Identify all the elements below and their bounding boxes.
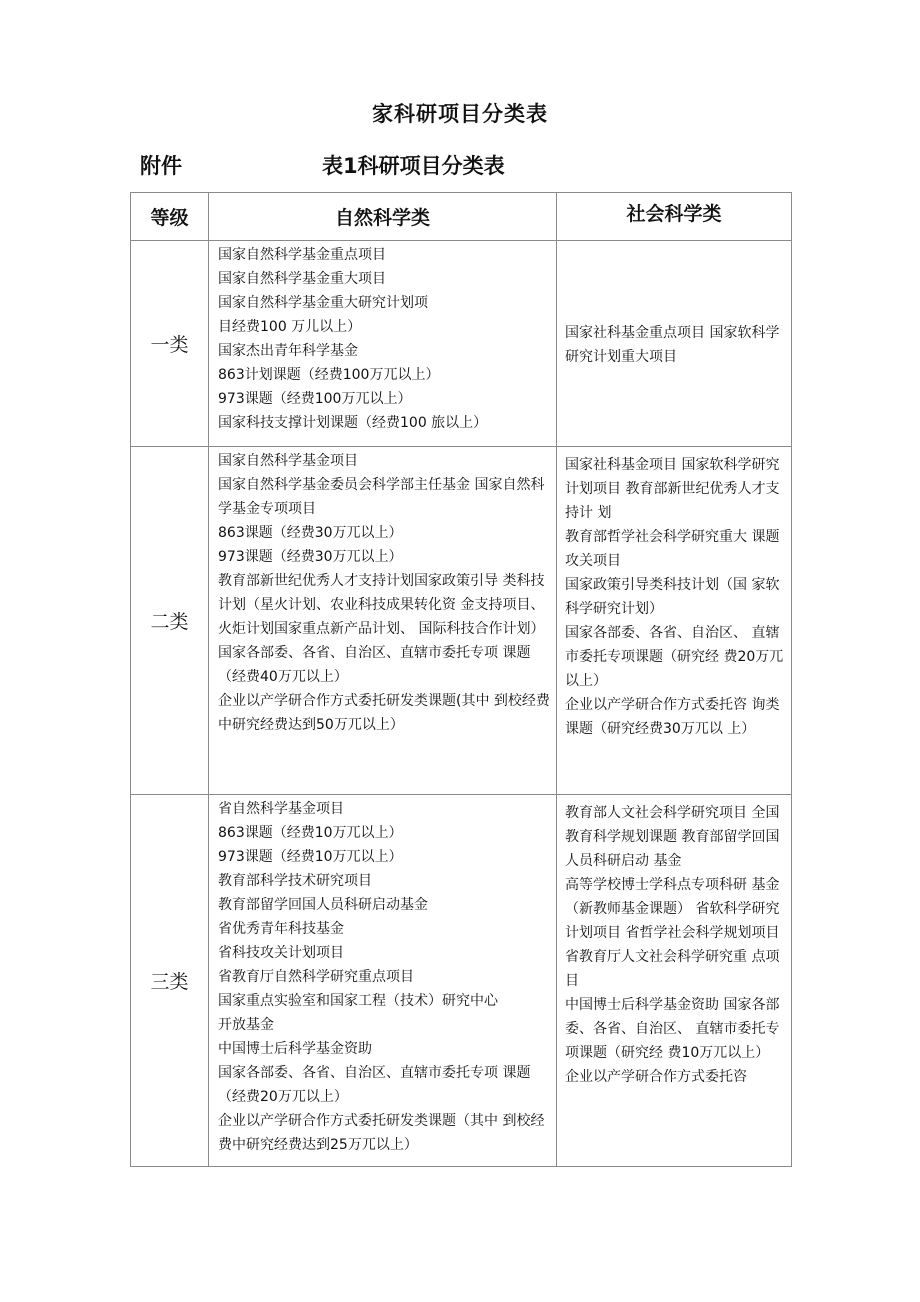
list-item: 国家自然科学基金项目 xyxy=(218,453,358,469)
list-item: 973课题（经费100万兀以上） xyxy=(218,391,412,407)
list-item: 省教育厅自然科学研究重点项目 xyxy=(218,969,414,985)
list-item: 国家杰出青年科学基金 xyxy=(218,343,358,359)
table-row xyxy=(131,447,792,795)
level-cell: 二类 xyxy=(131,447,209,795)
list-item: 教育部人文社会科学研究项目 全国教育科学规划课题 教育部留学回国人员科研启动 基金 xyxy=(565,805,780,869)
list-item: 省优秀青年科技基金 xyxy=(218,921,344,937)
list-item: 国家自然科学基金委员会科学部主任基金 国家自然科学基金专项项目 xyxy=(218,477,545,517)
list-item: 国家社科基金重点项目 国家软科学研究计划重大项目 xyxy=(565,324,780,365)
list-item: 国家各部委、各省、自治区、 直辖市委托专项课题（研究经 费20万兀以上） xyxy=(565,625,784,689)
table-row xyxy=(131,241,792,447)
document-title: 家科研项目分类表 xyxy=(372,102,548,126)
list-item: 国家自然科学基金重大研究计划项目经费100 万儿以上） xyxy=(218,295,428,335)
list-item: 教育部科学技术研究项目 xyxy=(218,873,372,889)
project-classification-table xyxy=(130,192,792,1167)
attachment-label: 附件 xyxy=(140,154,182,178)
list-item: 国家重点实验室和国家工程（技术）研究中心 xyxy=(218,993,498,1009)
list-item: 高等学校博士学科点专项科研 基金（新教师基金课题） 省软科学研究计划项目 省哲学社会科学规划项目 省教育厅人文社会科学研究重 点项目 xyxy=(565,877,780,989)
list-item: 国家自然科学基金重大项目 xyxy=(218,271,386,287)
social-science-cell xyxy=(557,447,792,795)
list-item: 国家科技支撑计划课题（经费100 旅以上） xyxy=(218,415,488,431)
list-item: 863计划课题（经费100万兀以上） xyxy=(218,367,440,383)
list-item: 教育部新世纪优秀人才支持计划国家政策引导 类科技计划（星火计划、农业科技成果转化资 金支持项目、火炬计划国家重点新产品计划、 国际科技合作计划） xyxy=(218,573,545,637)
level-cell: 一类 xyxy=(131,241,209,447)
list-item: 973课题（经费10万兀以上） xyxy=(218,849,403,865)
list-item: 国家政策引导类科技计划（国 家软科学研究计划） xyxy=(565,577,780,617)
natural-science-cell xyxy=(209,795,557,1167)
list-item: 省科技攻关计划项目 xyxy=(218,945,344,961)
list-item: 973课题（经费30万兀以上） xyxy=(218,549,403,565)
list-item: 企业以产学研合作方式委托研发类课题（其中 到校经费中研究经费达到25万兀以上） xyxy=(218,1113,545,1153)
natural-science-cell xyxy=(209,447,557,795)
list-item: 863课题（经费30万兀以上） xyxy=(218,525,403,541)
table-row xyxy=(131,795,792,1167)
list-item: 863课题（经费10万兀以上） xyxy=(218,825,403,841)
list-item: 国家社科基金项目 国家软科学研究计划项目 教育部新世纪优秀人才支持计 划 xyxy=(565,457,780,521)
social-science-cell xyxy=(557,241,792,447)
list-item: 企业以产学研合作方式委托研发类课题(其中 到校经费中研究经费达到50万兀以上） xyxy=(218,693,550,733)
list-item: 企业以产学研合作方式委托咨 询类课题（研究经费30万兀以 上） xyxy=(565,697,780,737)
list-item: 教育部哲学社会科学研究重大 课题攻关项目 xyxy=(565,529,780,569)
header-natural-science: 自然科学类 xyxy=(209,193,557,241)
list-item: 国家各部委、各省、自治区、直辖市委托专项 课题（经费40万兀以上） xyxy=(218,645,531,685)
list-item: 省自然科学基金项目 xyxy=(218,801,344,817)
header-social-science: 社会科学类 xyxy=(557,193,792,241)
list-item: 企业以产学研合作方式委托咨 xyxy=(565,1069,747,1085)
table-header-row xyxy=(131,193,792,241)
list-item: 中国博士后科学基金资助 xyxy=(218,1041,372,1057)
list-item: 中国博士后科学基金资助 国家各部委、各省、自治区、 直辖市委托专项课题（研究经 费10万兀以上） xyxy=(565,997,780,1061)
social-science-cell xyxy=(557,795,792,1167)
level-cell: 三类 xyxy=(131,795,209,1167)
natural-science-cell xyxy=(209,241,557,447)
list-item: 开放基金 xyxy=(218,1017,274,1033)
table-title: 表1科研项目分类表 xyxy=(322,154,505,178)
list-item: 国家自然科学基金重点项目 xyxy=(218,247,386,263)
list-item: 教育部留学回国人员科研启动基金 xyxy=(218,897,428,913)
list-item: 国家各部委、各省、自治区、直辖市委托专项 课题（经费20万兀以上） xyxy=(218,1065,531,1105)
header-level: 等级 xyxy=(131,193,209,241)
